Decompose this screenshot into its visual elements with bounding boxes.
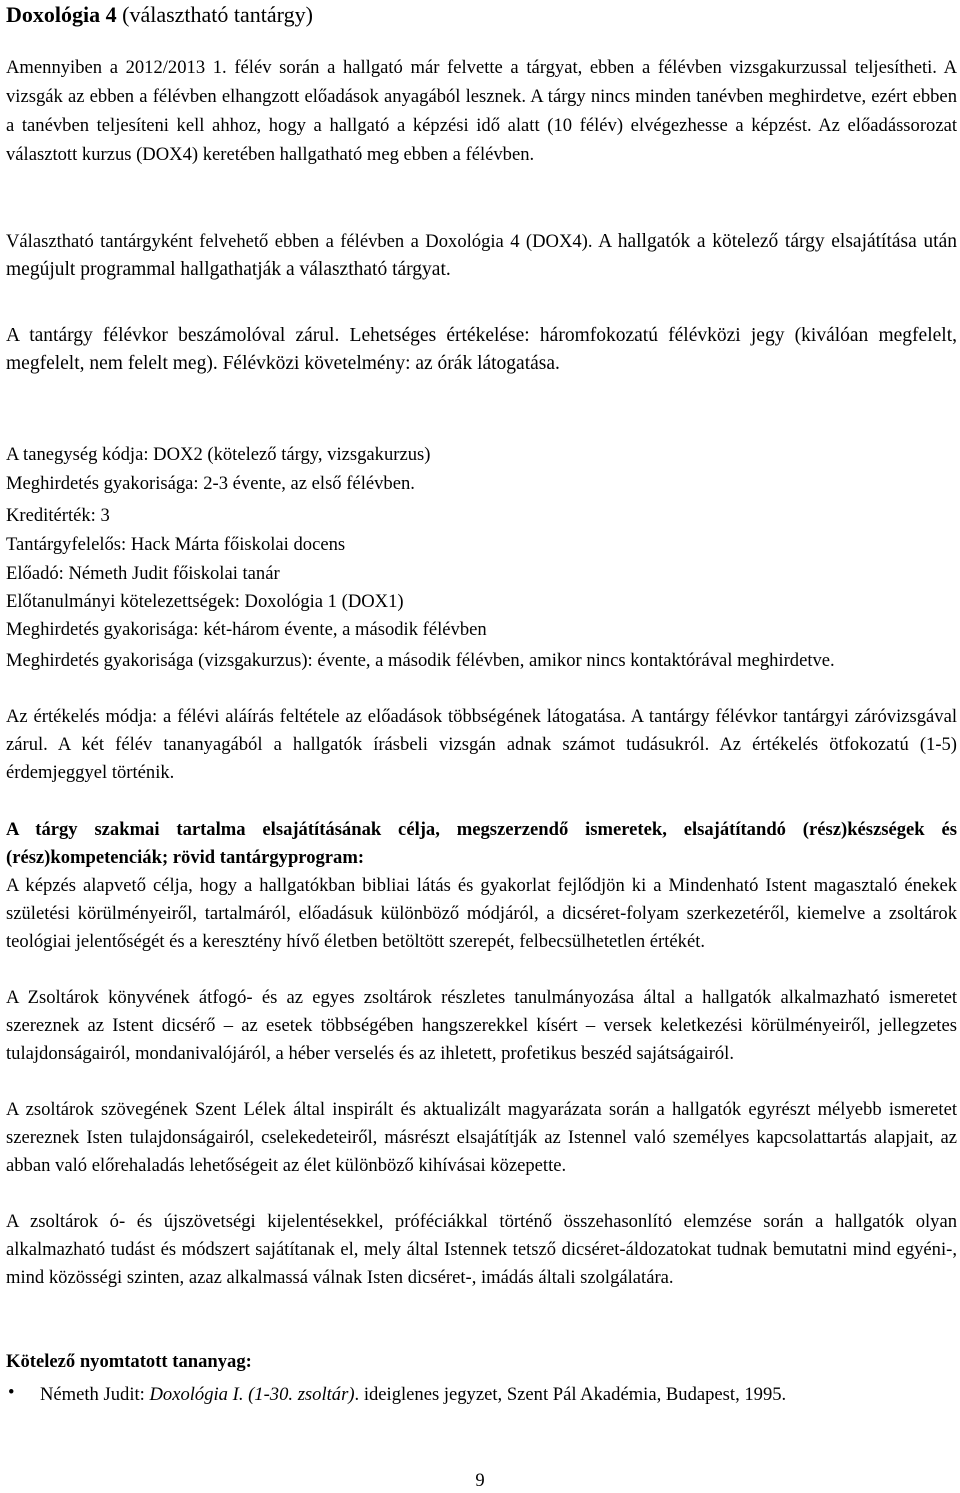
reading-item [40,1381,957,1409]
content-paragraph-2: A Zsoltárok könyvének átfogó- és az egyes zsoltárok részletes tanulmányozása által a hallgatók alkalmazható ismeretet szereznek az Istent dicsérő – az esetek többségében hangszerekkel kísért – versek keletkezési körülményeiről, jellegzetes tulajdonságairól, mondanivalójáról, a héber verselés és az ihletett, profetikus beszéd sajátságairól. [6,987,957,1064]
reading-author: Németh Judit: [40,1384,150,1405]
page-title [6,2,313,28]
content-heading: A tárgy szakmai tartalma elsajátításának célja, megszerzendő ismeretek, elsajátítandó (rész)készségek és (rész)kompetenciák; rövid tantárgyprogram: [6,819,957,868]
credits: Kreditérték: 3 [6,505,110,526]
page-number: 9 [475,1470,485,1491]
bullet-icon: • [8,1382,15,1403]
reading-heading: Kötelező nyomtatott tananyag: [6,1351,252,1372]
elective-paragraph [6,228,957,284]
reading-details: . ideiglenes jegyzet, Szent Pál Akadémia, Budapest, 1995. [354,1384,787,1405]
reading-title: Doxológia I. (1-30. zsoltár) [149,1384,355,1405]
elective-sentence-1: Választható tantárgyként felvehető ebben a félévben a Doxológia 4 (DOX4). [6,231,593,252]
evaluation-paragraph: Az értékelés módja: a félévi aláírás feltétele az előadások többségének látogatása. A tantárgy félévkor tantárgyi záróvizsgával zárul. A két félév tananyagából a hallgatók írásbeli vizsgán adnak számot tudásukról. Az értékelés ötfokozatú (1-5) érdemjeggyel történik. [6,706,957,783]
course-code: A tanegység kódja: DOX2 (kötelező tárgy, vizsgakurzus) [6,444,431,465]
lecturer: Előadó: Németh Judit főiskolai tanár [6,563,280,584]
prerequisites: Előtanulmányi kötelezettségek: Doxológia 1 (DOX1) [6,591,404,612]
intro-paragraph: Amennyiben a 2012/2013 1. félév során a hallgató már felvette a tárgyat, ebben a félévben vizsgakurzussal teljesítheti. A vizsgák az ebben a félévben elhangzott előadások anyagából lesznek. A tárgy nincs minden tanévben meghirdetve, ezért ebben a tanévben teljesíteni kell ahhoz, hogy a hallgató a képzési idő alatt (10 félév) elvégezhesse a képzést. Az előadássorozat választott kurzus (DOX4) keretében hallgatható meg ebben a félévben. [6,57,957,165]
frequency-main: Meghirdetés gyakorisága: 2-3 évente, az első félévben. [6,473,415,494]
responsible: Tantárgyfelelős: Hack Márta főiskolai docens [6,534,346,555]
elective-sentence-2: A hallgatók a kötelező tárgy elsajátítása után megújult programmal hallgathatják a választható tárgyat. [6,231,958,280]
content-paragraph-1: A képzés alapvető célja, hogy a hallgatókban bibliai látás és gyakorlat fejlődjön ki a Mindenható Istent magasztaló énekek születési körülményeiről, tartalmáról, előadásuk különböző módjáról, a dicséret-folyam szerkezetéről, kiemelve a zsoltárok teológiai jelentőségét és a keresztény hívő életben betöltött szerepét, felbecsülhetetlen értékét. [6,875,957,952]
frequency-exam: Meghirdetés gyakorisága (vizsgakurzus): évente, a második félévben, amikor nincs kontaktórával meghirdetve. [6,650,835,671]
title-rest: (választható tantárgy) [116,2,313,27]
content-paragraph-4: A zsoltárok ó- és újszövetségi kijelentésekkel, próféciákkal történő összehasonlító elemzése során a hallgatók olyan alkalmazható tudást és módszert sajátítanak el, mely által Istennek tetsző dicséret-áldozatokat tudnak bemutatni mind egyéni-, mind közösségi szinten, azaz alkalmassá válnak Isten dicséret-, imádás általi szolgálatára. [6,1211,957,1288]
exam-paragraph: A tantárgy félévkor beszámolóval zárul. Lehetséges értékelése: háromfokozatú félévközi jegy (kiválóan megfelelt, megfelelt, nem felelt meg). Félévközi követelmény: az órák látogatása. [6,325,957,374]
title-bold: Doxológia 4 [6,2,117,27]
frequency: Meghirdetés gyakorisága: két-három évente, a második félévben [6,619,487,640]
content-paragraph-3: A zsoltárok szövegének Szent Lélek által inspirált és aktualizált magyarázata során a hallgatók egyrészt mélyebb ismeretet szereznek Isten tulajdonságairól, cselekedeteiről, másrészt elsajátítják az Istennel való személyes kapcsolattartás alapjait, az abban való előrehaladás lehetőségeit az élet különböző kihívásai közepette. [6,1099,957,1176]
